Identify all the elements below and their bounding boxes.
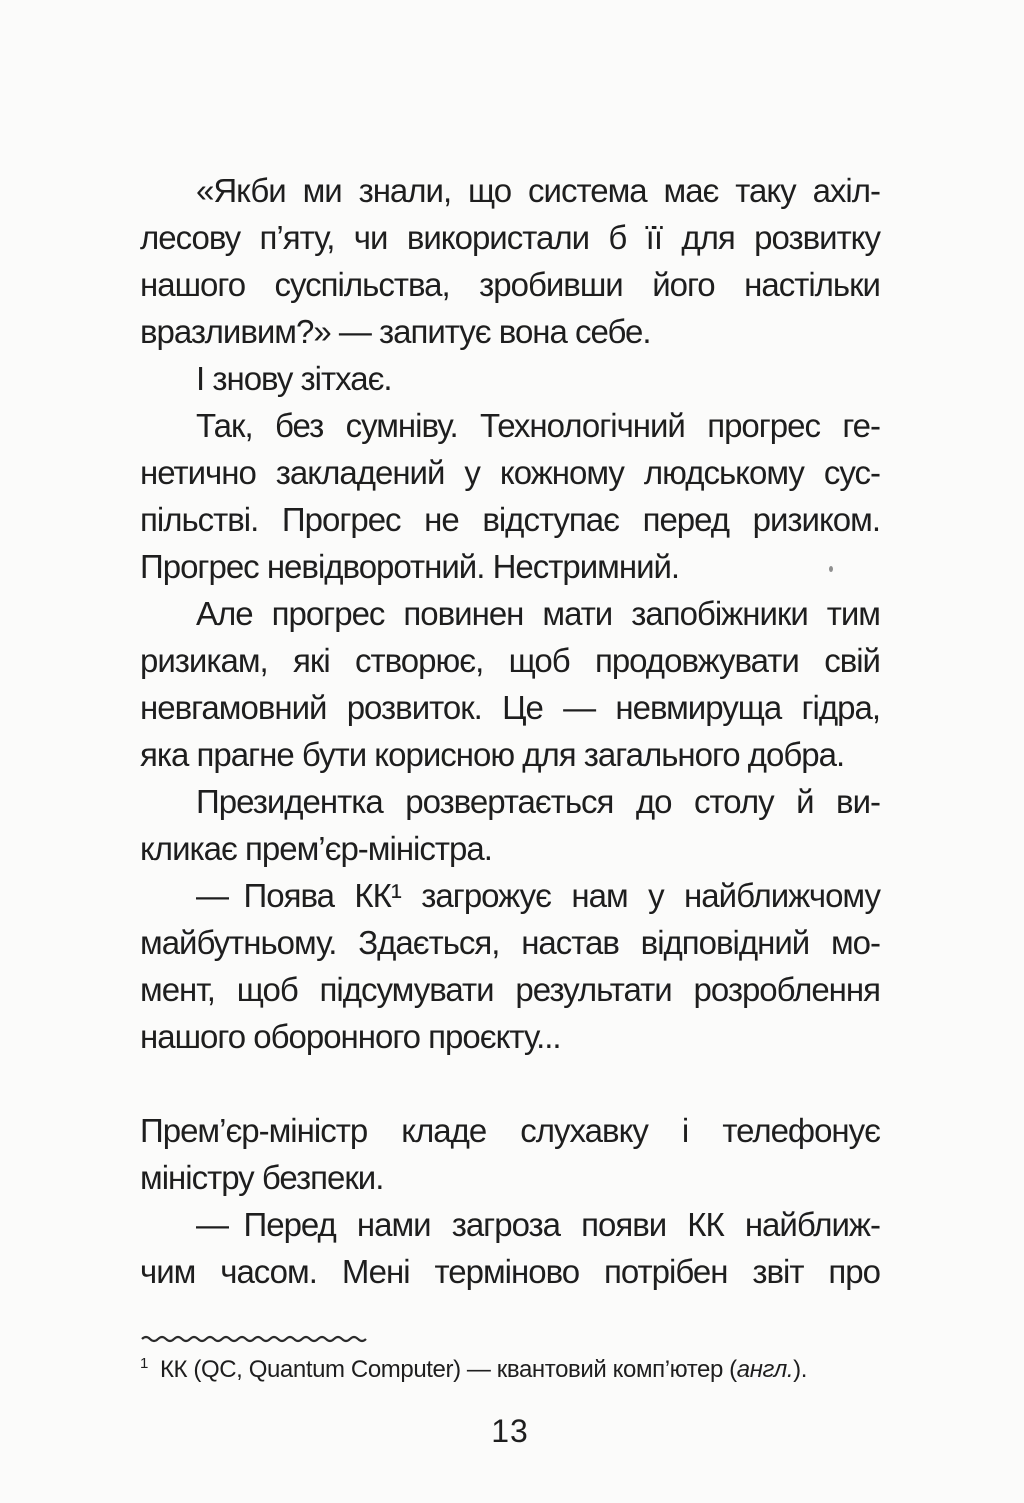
- text-line: Прогрес невідворотний. Нестримний.: [140, 548, 680, 585]
- paragraph: [140, 1201, 880, 1295]
- footnote-italic-text: англ.: [736, 1356, 794, 1383]
- text-line: нашого оборонного проєкту...: [140, 1018, 561, 1055]
- paragraph: [140, 1107, 880, 1201]
- page-number: 13: [491, 1413, 529, 1449]
- text-line: Але прогрес повинен мати запобіжники тим: [196, 595, 880, 632]
- text-line: вразливим?» — запитує вона себе.: [140, 313, 651, 350]
- text-line: нашого суспільства, зробивши його настільки: [140, 266, 880, 303]
- text-line: яка прагне бути корисною для загального добра.: [140, 736, 845, 773]
- footnote-main-text: КК (QC, Quantum Computer) — квантовий комп’ютер (: [159, 1356, 737, 1383]
- text-line: кликає прем’єр-міністра.: [140, 830, 492, 867]
- text-body: [140, 167, 880, 1295]
- text-line: невгамовний розвиток. Це — невмируща гідра,: [140, 689, 880, 726]
- text-line: майбутньому. Здається, настав відповідний мо-: [140, 924, 880, 961]
- text-line: мент, щоб підсумувати результати розроблення: [140, 971, 880, 1008]
- text-line: лесову п’яту, чи використали б її для розвитку: [140, 219, 880, 256]
- text-line: Так, без сумніву. Технологічний прогрес ге-: [196, 407, 880, 444]
- footnote-divider-wavy-line: [140, 1333, 370, 1343]
- text-line: — Перед нами загроза появи КК найближ-: [196, 1206, 880, 1243]
- footnote-suffix-text: ).: [793, 1356, 807, 1383]
- paragraph: [140, 872, 880, 1060]
- text-line: «Якби ми знали, що система має таку ахіл-: [196, 172, 880, 209]
- text-line: Прем’єр-міністр кладе слухавку і телефонує: [140, 1112, 880, 1149]
- text-line: міністру безпеки.: [140, 1159, 384, 1196]
- paragraph: [140, 167, 880, 355]
- paragraph: [140, 355, 880, 402]
- text-line: нетично закладений у кожному людському сус-: [140, 454, 880, 491]
- paragraph: [140, 402, 880, 590]
- text-line: І знову зітхає.: [196, 360, 392, 397]
- footnote-text: [140, 1347, 880, 1387]
- text-line: пільстві. Прогрес не відступає перед ризиком.: [140, 501, 880, 538]
- paragraph: [140, 778, 880, 872]
- footnote-marker: 1: [140, 1355, 148, 1372]
- footnote: [140, 1333, 880, 1387]
- text-line: чим часом. Мені терміново потрібен звіт про: [140, 1253, 880, 1290]
- scan-speck: [829, 566, 833, 572]
- text-line: ризикам, які створює, щоб продовжувати свій: [140, 642, 880, 679]
- text-line: — Поява КК¹ загрожує нам у найближчому: [196, 877, 880, 914]
- text-line: Президентка розвертається до столу й ви-: [196, 783, 880, 820]
- paragraph: [140, 590, 880, 778]
